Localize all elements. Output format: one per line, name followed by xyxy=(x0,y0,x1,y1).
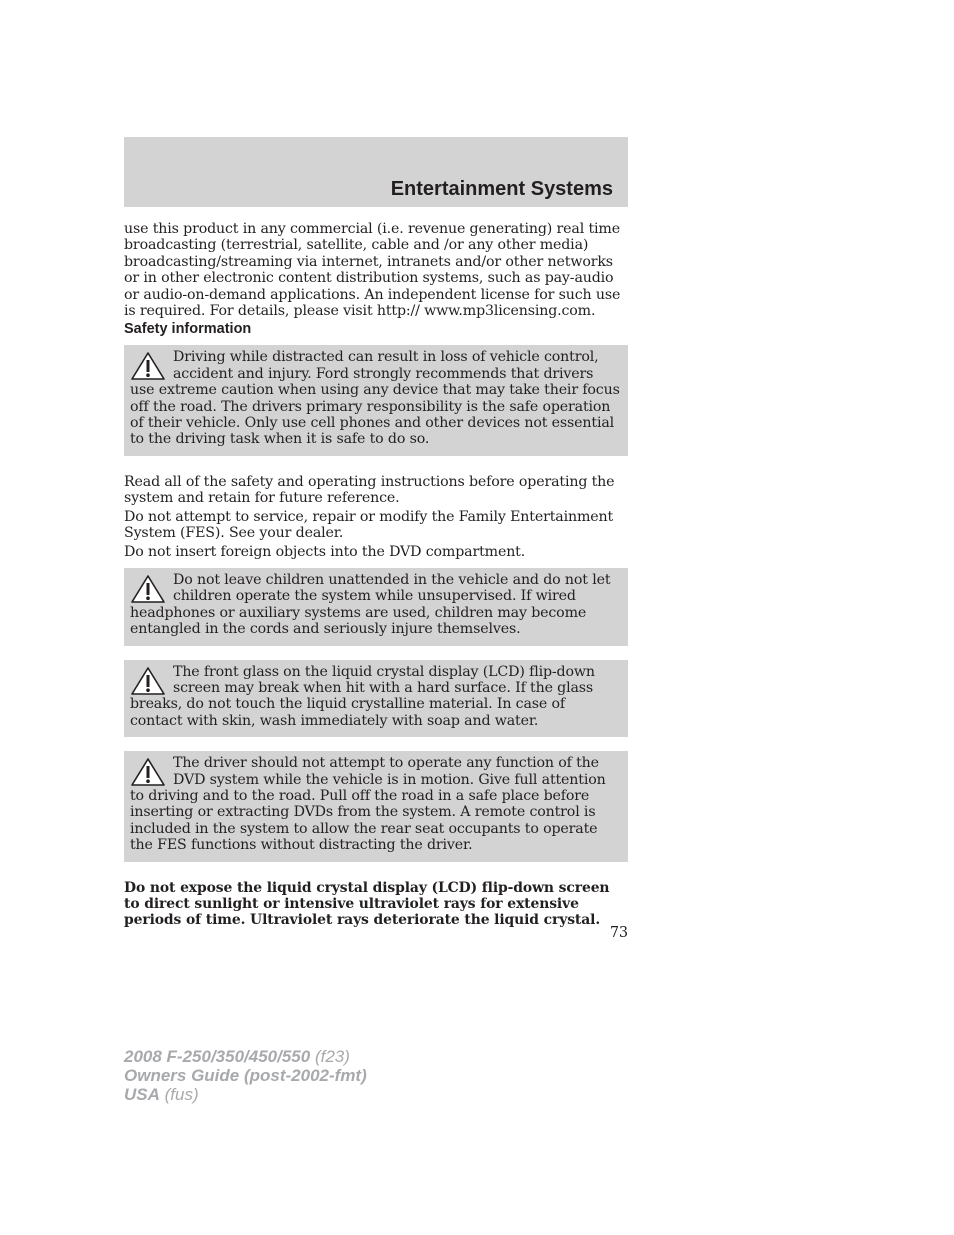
footer-line-region xyxy=(124,1085,367,1104)
footer-line-guide xyxy=(124,1066,367,1085)
warning-triangle-icon xyxy=(130,757,166,787)
warning-triangle-icon xyxy=(130,574,166,604)
warning-triangle-icon xyxy=(130,351,166,381)
paragraph-safety-instructions: Read all of the safety and operating instructions before operating the system and retain for future reference. xyxy=(124,473,615,507)
page-number: 73 xyxy=(609,925,628,941)
warning-box-distraction xyxy=(124,345,628,455)
paragraph-foreign-objects: Do not insert foreign objects into the DVD compartment. xyxy=(124,543,526,560)
footer-line-model xyxy=(124,1047,367,1066)
warning-text: The driver should not attempt to operate any function of the DVD system while the vehicle is in motion. Give full attention to driving and to the road. Pull off the road in a safe place before inserting or extracting DVDs from the system. A remote control is included in the system to allow the rear seat occupants to operate the FES functions without distracting the driver. xyxy=(130,755,606,854)
warning-text: Do not leave children unattended in the vehicle and do not let children operate the system while unsupervised. If wired headphones or auxiliary systems are used, children may become entangled in the cords and seriously injure themselves. xyxy=(130,571,611,638)
paragraph-service: Do not attempt to service, repair or modify the Family Entertainment System (FES). See your dealer. xyxy=(124,508,614,542)
page-content xyxy=(124,221,628,928)
warning-text: Driving while distracted can result in loss of vehicle control, accident and injury. Ford strongly recommends that drivers use extreme caution when using any device that may take their focus off the road. The drivers primary responsibility is the safe operation of their vehicle. Only use cell phones and other devices not essential to the driving task when it is safe to do so. xyxy=(130,349,620,448)
warning-triangle-icon xyxy=(130,666,166,696)
section-title: Entertainment Systems xyxy=(390,178,613,200)
document-footer xyxy=(124,1047,367,1104)
warning-box-children xyxy=(124,568,628,646)
footer-model-code: (f23) xyxy=(314,1047,350,1066)
warning-box-lcd-glass xyxy=(124,660,628,738)
warning-text: The front glass on the liquid crystal display (LCD) flip-down screen may break when hit with a hard surface. If the glass breaks, do not touch the liquid crystalline material. In case of contact with skin, wash immediately with soap and water. xyxy=(130,663,595,729)
lcd-sunlight-note: Do not expose the liquid crystal display (LCD) flip-down screen to direct sunlight or intensive ultraviolet rays for extensive periods of time. Ultraviolet rays deteriorate the liquid crystal. xyxy=(124,879,610,928)
section-header-bar xyxy=(124,137,628,207)
warning-box-driver xyxy=(124,751,628,861)
footer-region: USA xyxy=(124,1085,160,1104)
intro-paragraph: use this product in any commercial (i.e. revenue generating) real time broadcasting (terrestrial, satellite, cable and /or any other media) broadcasting/streaming via internet, intranets and/or other networks or in other electronic content distribution systems, such as pay-audio or audio-on-demand applications. An independent license for such use is required. For details, please visit http:// www.mp3licensing.com. xyxy=(124,221,621,320)
safety-information-heading: Safety information xyxy=(124,321,252,338)
footer-model: 2008 F-250/350/450/550 xyxy=(124,1047,311,1066)
footer-region-code: (fus) xyxy=(164,1085,199,1104)
footer-guide: Owners Guide (post-2002-fmt) xyxy=(124,1066,367,1085)
